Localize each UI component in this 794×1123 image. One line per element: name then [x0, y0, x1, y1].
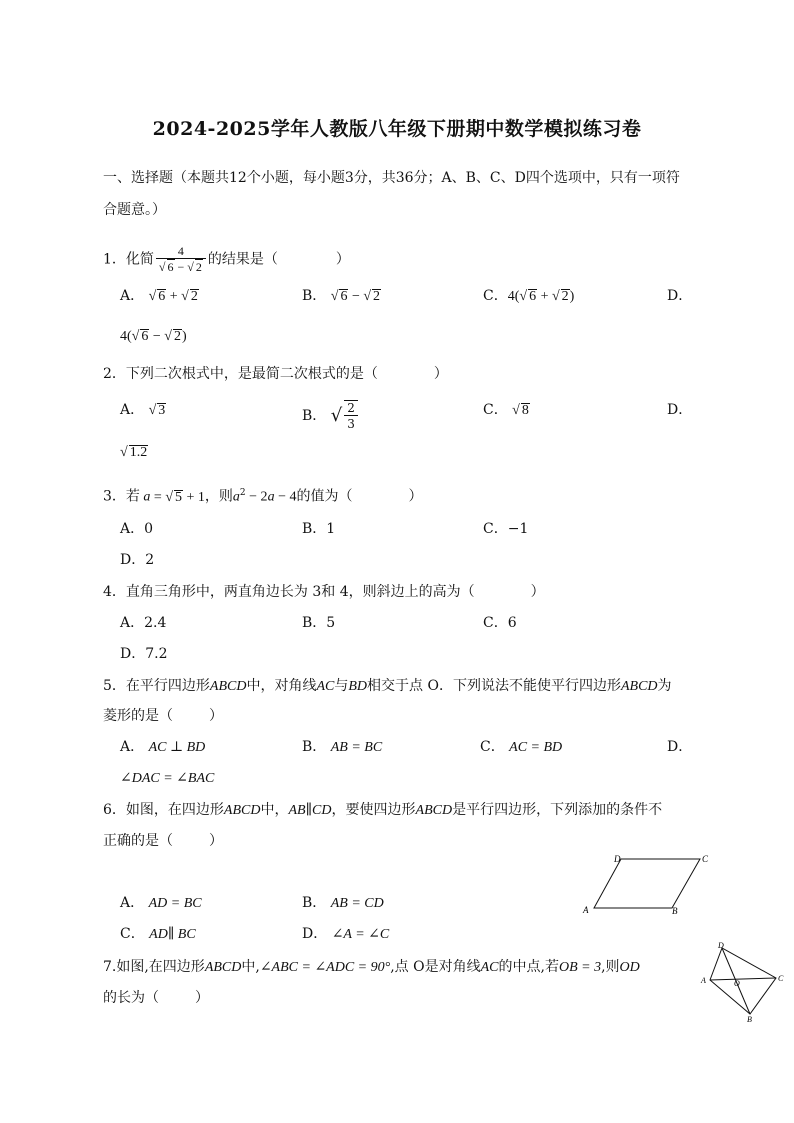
- math-expr: BD: [348, 679, 368, 694]
- math-expr: AB∥CD: [288, 803, 332, 818]
- quadrilateral-figure: [700, 940, 790, 1024]
- option-math: AD = BC: [148, 896, 202, 911]
- math-expr: OB = 3: [558, 960, 602, 975]
- vertex-label: D: [718, 941, 724, 950]
- option-label: C．: [483, 288, 508, 304]
- option-label: D．: [302, 926, 328, 942]
- question-stem: 3．若: [103, 488, 140, 505]
- vertex-label: C: [778, 974, 784, 983]
- close-paren: ）: [530, 584, 545, 600]
- option-label: B．: [302, 739, 327, 755]
- fraction-denominator: √ 6 − √ 2: [158, 260, 202, 274]
- option-label: A．: [120, 739, 145, 755]
- option-math: AC = BD: [509, 740, 563, 755]
- option-a: [120, 286, 199, 307]
- fraction-numerator: 4: [156, 244, 206, 259]
- vertex-label: A: [701, 976, 706, 985]
- vertex-label: B: [672, 906, 678, 916]
- option-a: A．2.4: [120, 615, 167, 631]
- option-d-value: [120, 768, 214, 789]
- question-stem: 正确的是（: [103, 833, 173, 849]
- option-d: D．2: [120, 552, 155, 568]
- question-stem: 的中点,若: [498, 959, 559, 975]
- option-c: [483, 286, 574, 307]
- math-expr: OD: [619, 960, 640, 975]
- math-expr: ABCD: [415, 803, 453, 818]
- question-stem: ,点 O是对角线: [390, 959, 481, 975]
- option-d: D．: [667, 402, 693, 418]
- question-stem: 中，对角线: [246, 678, 317, 694]
- question-2: [103, 364, 448, 384]
- option-label: B．: [302, 895, 327, 911]
- close-paren: ）: [408, 488, 423, 505]
- vertex-label: D: [614, 854, 621, 864]
- radicand: 3: [158, 403, 166, 418]
- question-stem: 为: [657, 678, 672, 694]
- question-6: [103, 800, 662, 821]
- option-b: B．1: [302, 521, 336, 537]
- option-math: AC ⊥ BD: [148, 740, 206, 755]
- option-math: AB = CD: [330, 896, 384, 911]
- option-d: [302, 924, 389, 945]
- question-stem: 相交于点 O．下列说法不能使平行四边形: [367, 678, 621, 694]
- question-stem: 化简: [125, 251, 154, 268]
- fraction-denominator: 3: [347, 417, 355, 431]
- option-b: [302, 737, 382, 758]
- math-expr: ABCD: [204, 960, 242, 975]
- math-expr: AC: [316, 679, 335, 694]
- option-d-value: √ 1.2: [120, 445, 148, 460]
- option-label: B．: [302, 288, 327, 304]
- radicand: 8: [521, 403, 529, 418]
- section-heading-cont: 合题意。）: [103, 202, 166, 218]
- option-math: AD∥ BC: [149, 927, 196, 942]
- option-label: C．: [483, 402, 508, 418]
- question-7: [103, 957, 640, 978]
- question-stem: 菱形的是（: [103, 708, 173, 724]
- option-d-value: 4(√ 6 − √ 2): [120, 329, 187, 344]
- question-stem: 5．在平行四边形: [103, 678, 210, 694]
- option-b: [302, 893, 384, 914]
- question-stem: 是平行四边形，下列添加的条件不: [452, 802, 663, 818]
- math-expr: ∠ABC = ∠ADC = 90°: [259, 960, 391, 975]
- option-d: D．: [667, 288, 693, 304]
- question-stem-post: 的结果是（: [207, 251, 278, 268]
- close-paren: ）: [433, 366, 448, 382]
- option-c: [480, 737, 562, 758]
- option-a: A． √ 3: [120, 402, 166, 418]
- option-label: B．: [302, 408, 327, 424]
- option-c: [120, 924, 196, 945]
- close-paren: ）: [335, 251, 350, 268]
- page-title: 2024-2025学年人教版八年级下册期中数学模拟练习卷: [152, 118, 642, 140]
- option-math: 4(√ 6 + √ 2): [507, 289, 575, 304]
- option-math: √ 6 + √ 2: [148, 289, 198, 304]
- close-paren: ）: [195, 990, 209, 1006]
- question-3: 3．若 a = √ 5 + 1，则$a^2 - 2a - 4$的值为（ ）: [103, 488, 423, 505]
- question-stem: 的长为（: [103, 990, 159, 1006]
- question-stem: 与: [334, 678, 349, 694]
- option-math: ∠DAC = ∠BAC: [120, 771, 215, 786]
- option-b: [302, 286, 381, 307]
- vertex-label: O: [734, 979, 740, 988]
- option-c: C．−1: [483, 521, 529, 537]
- option-math: ∠A = ∠C: [331, 927, 390, 942]
- option-d: D．: [667, 739, 693, 755]
- vertex-label: A: [583, 905, 589, 915]
- question-1: [103, 244, 350, 275]
- vertex-label: B: [747, 1015, 752, 1024]
- close-paren: ）: [209, 708, 223, 724]
- option-c: C．6: [483, 615, 517, 631]
- question-stem: 中,: [241, 959, 260, 975]
- parallelogram-figure: [576, 850, 726, 916]
- option-math: √ 6 − √ 2: [330, 289, 381, 304]
- vertex-label: C: [702, 854, 709, 864]
- math-expr: ABCD: [209, 679, 247, 694]
- question-stem-mid: ，则: [204, 488, 233, 505]
- option-label: A．: [120, 288, 145, 304]
- question-stem-post: 的值为（: [296, 488, 353, 505]
- question-6-cont: [103, 831, 223, 851]
- question-5-cont: [103, 706, 223, 726]
- close-paren: ）: [209, 833, 223, 849]
- question-stem: ,则: [601, 959, 620, 975]
- question-4: [103, 582, 545, 602]
- question-stem: ，要使四边形: [331, 802, 416, 818]
- question-stem: 4．直角三角形中，两直角边长为 3和 4，则斜边上的高为（: [103, 584, 475, 600]
- option-b: B．5: [302, 615, 336, 631]
- question-stem: 中，: [260, 802, 289, 818]
- math-expr: a: [232, 489, 240, 505]
- option-label: C．: [120, 926, 145, 942]
- fraction-numerator: 2: [344, 401, 358, 416]
- radicand: 1.2: [129, 445, 148, 460]
- option-c: C． √ 8: [483, 402, 529, 418]
- option-label: C．: [480, 739, 505, 755]
- question-stem: 6．如图，在四边形: [103, 802, 224, 818]
- question-stem: 2．下列二次根式中，是最简二次根式的是（: [103, 366, 378, 382]
- option-label: A．: [120, 402, 145, 418]
- option-a: [120, 737, 205, 758]
- option-math: AB = BC: [330, 740, 383, 755]
- option-a: [120, 893, 202, 914]
- math-expr: ABCD: [620, 679, 658, 694]
- question-number: 1．: [103, 251, 126, 268]
- question-5: [103, 676, 672, 697]
- math-expr: ABCD: [223, 803, 261, 818]
- section-heading: 一、选择题（本题共12个小题，每小题3分，共36分；A、B、C、D四个选项中，只有一项符: [103, 170, 680, 186]
- option-b: B． √ $\frac{2}{3}$: [302, 400, 360, 432]
- math-expr: a: [139, 489, 151, 505]
- question-stem: 7.如图,在四边形: [103, 959, 205, 975]
- option-d: D．7.2: [120, 646, 168, 662]
- option-a: A．0: [120, 521, 154, 537]
- question-7-cont: [103, 988, 209, 1008]
- option-label: A．: [120, 895, 145, 911]
- math-expr: AC: [480, 960, 499, 975]
- fraction: [156, 244, 206, 275]
